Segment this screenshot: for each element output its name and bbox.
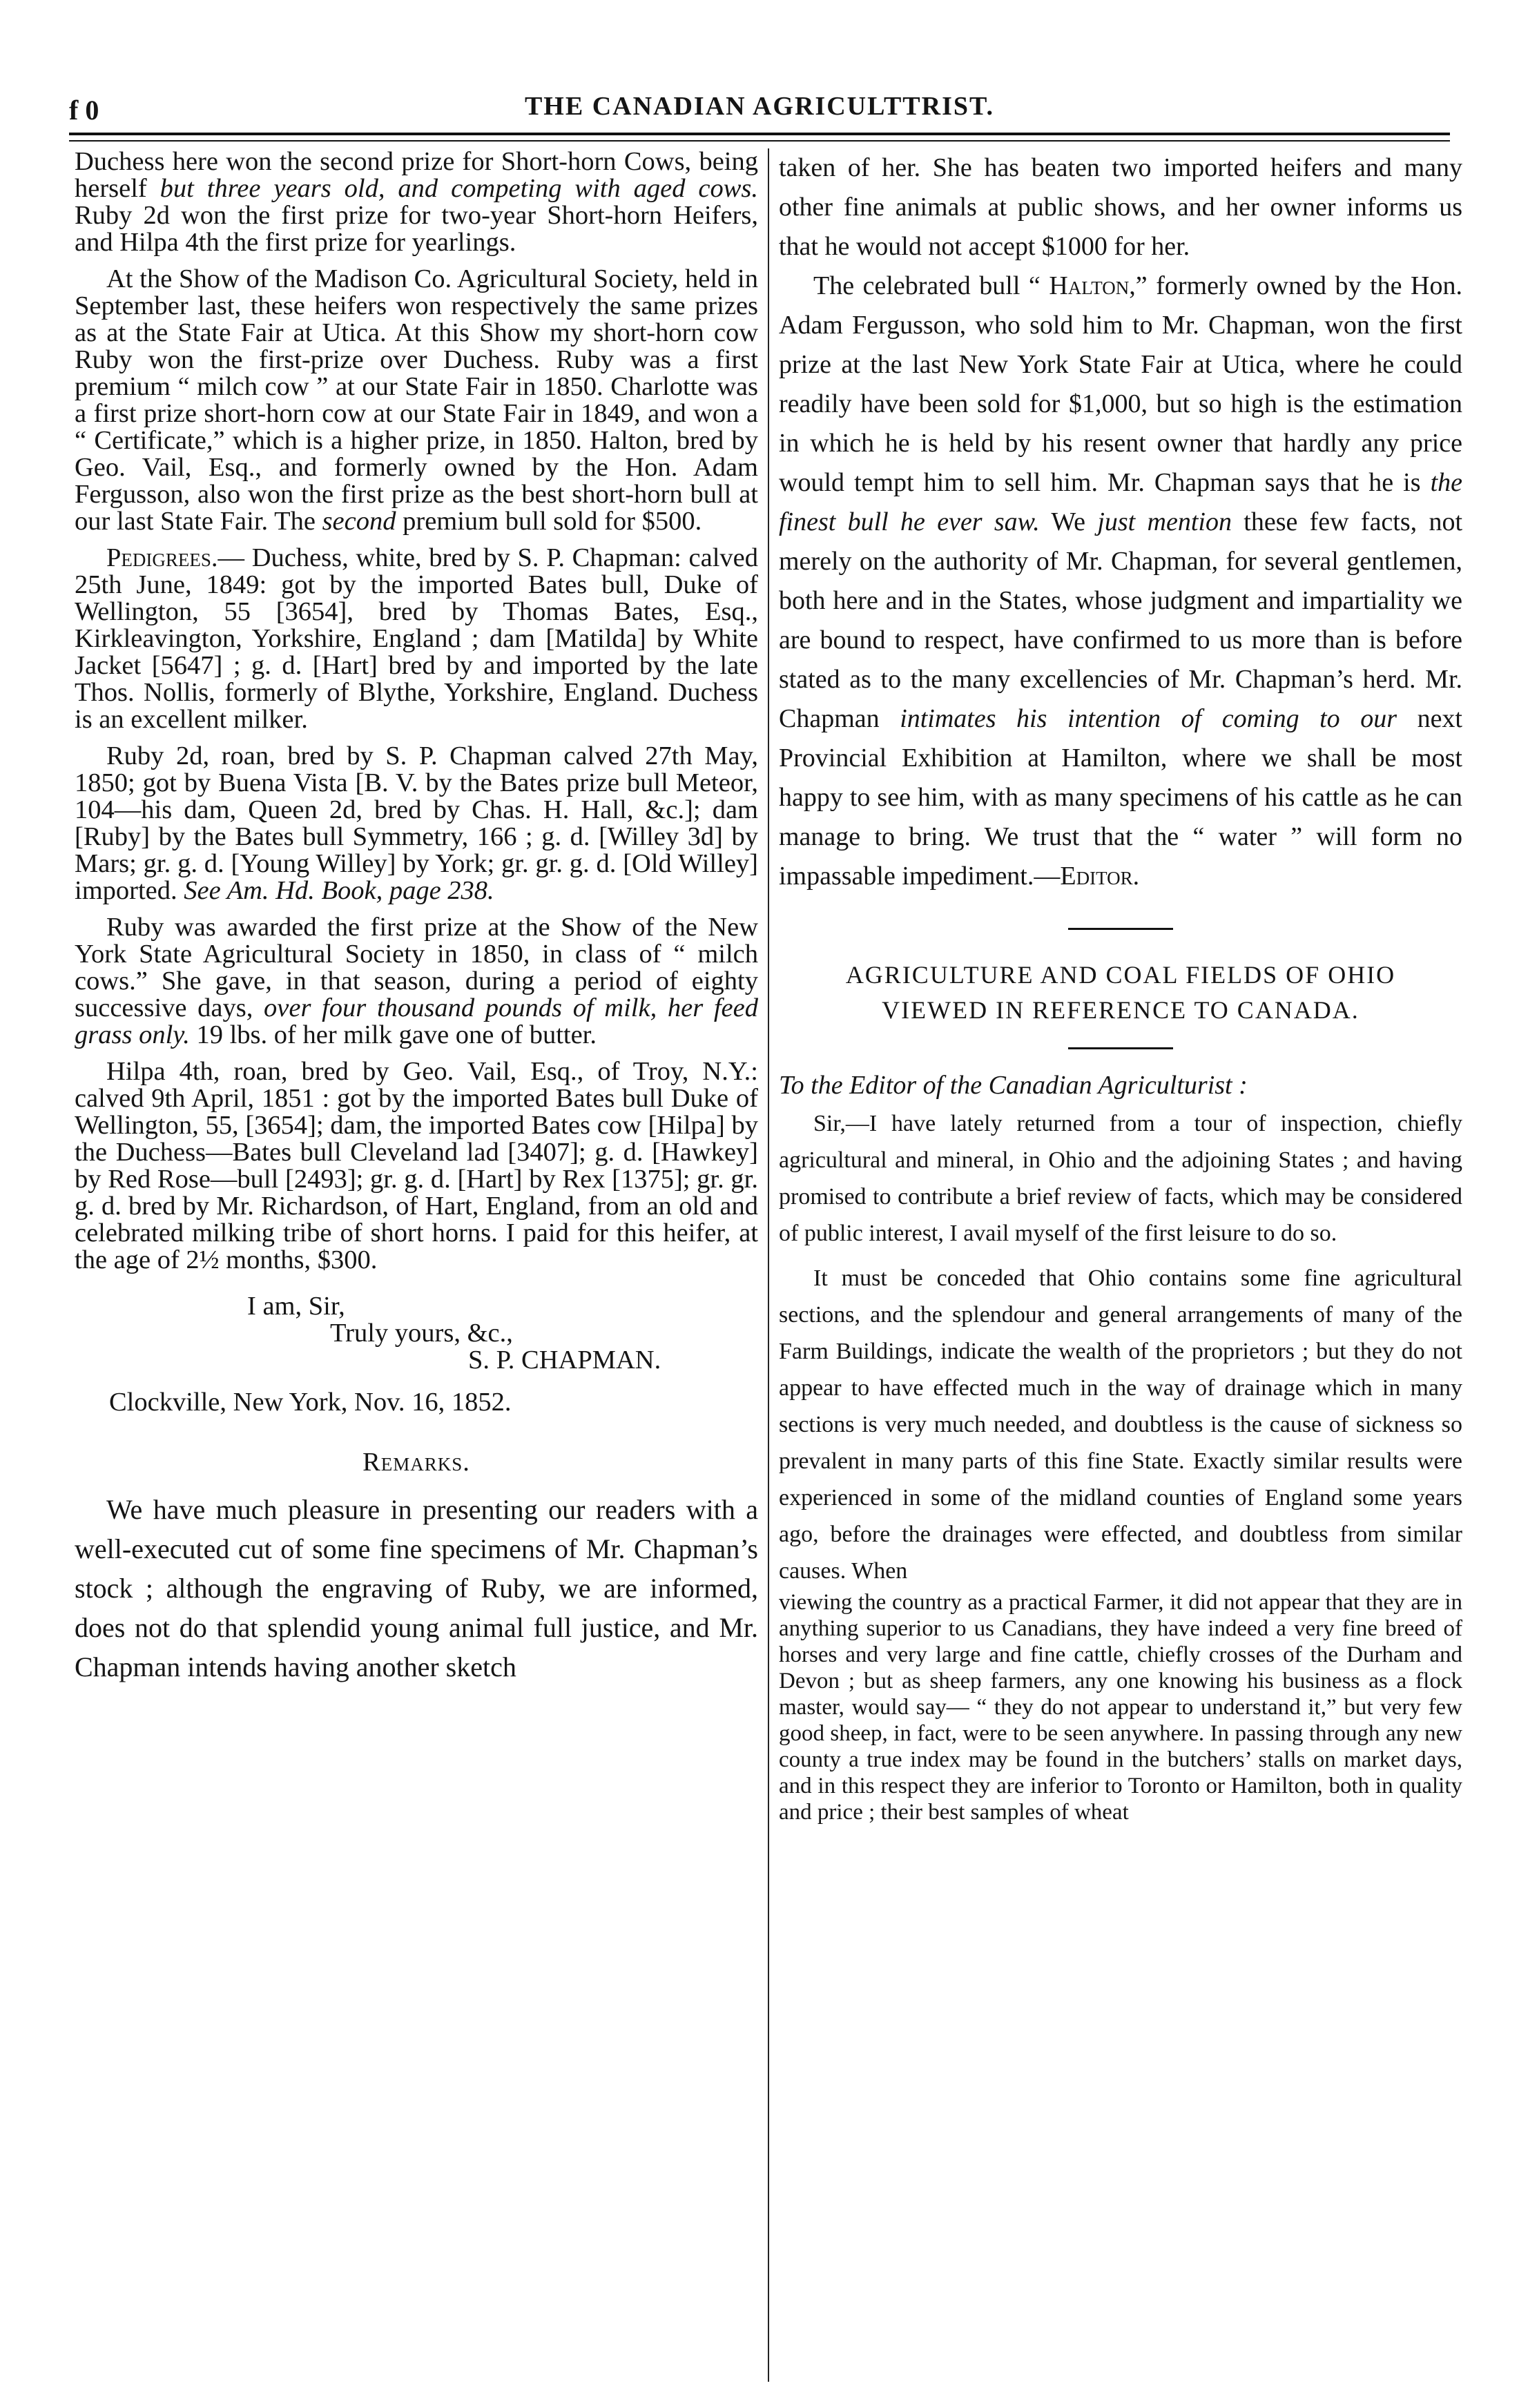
header-rule-thick	[69, 133, 1450, 135]
header-rule-thin	[69, 140, 1450, 142]
right-letter-paragraph-3: viewing the country as a practical Farmer, it did not appear that they are in anything superior to us Canadians, they have indeed a very fine breed of horses and very large and fine cattle, chiefly crosses of the Durham and Devon ; but as sheep farmers, any one knowing his business as a flock master, would say— “ they do not appear to understand it,” but very few good sheep, in fact, were to be seen anywhere. In passing through any new county a true index may be found in the butchers’ stalls on market days, and in this respect they are inferior to Toronto or Hamilton, both in quality and price ; their best samples of wheat	[779, 1590, 1462, 1825]
column-divider	[768, 148, 769, 2382]
text-run: these few facts, not merely on the authority of Mr. Chapman, for several gentlemen, both here and in the States, whose judgment and impartiality we are bound to respect, have confirmed to us more than is before stated as to the many excellencies of Mr. Chapman’s herd. Mr. Chapman	[779, 507, 1462, 733]
running-title: THE CANADIAN AGRICULTTRIST.	[524, 92, 995, 121]
left-paragraph-hilpa	[75, 1058, 758, 1274]
pedigrees-label: Pedigrees.	[106, 543, 218, 572]
text-run: The celebrated bull “	[813, 271, 1049, 300]
italic-run: just mention	[1097, 507, 1232, 536]
dateline: Clockville, New York, Nov. 16, 1852.	[109, 1388, 512, 1417]
italic-run: See Am. Hd. Book, page 238.	[184, 876, 494, 905]
closing-line: Truly yours, &c.,	[330, 1319, 513, 1348]
left-paragraph-2	[75, 266, 758, 535]
right-column	[779, 148, 1462, 1825]
running-head	[69, 88, 1450, 127]
right-letter-paragraph-1: Sir,—I have lately returned from a tour of inspection, chiefly agricultural and mineral, in Ohio and the adjoining States ; and having promised to contribute a brief review of facts, which may be considered of public interest, I avail myself of the first leisure to do so.	[779, 1111, 1462, 1246]
italic-run: second	[322, 507, 396, 536]
right-letter-paragraph-2: It must be conceded that Ohio contains some fine agricultural sections, and the splendour and general arrangements of many of the Farm Buildings, indicate the wealth of the proprietors ; but they do not appear to have effected much in the way of drainage which in many sections is very much needed, and doubtless is the cause of sickness so prevalent in many parts of this fine State. Exactly similar results were experienced in some of the midland counties of England some years ago, before the drainages were effected, and doubtless from similar causes. When	[779, 1265, 1462, 1584]
left-paragraph-1	[75, 148, 758, 256]
letter-body-continued	[779, 1589, 1462, 1825]
text-run: Hilpa 4th, roan, bred by Geo. Vail, Esq., of Troy, N.Y.: calved 9th April, 1851 : got by the imported Bates bull Duke of Wellington, 55, [3654]; dam, the imported Bates cow [Hilpa] by the Duchess—Bates bull Cleveland lad [3407]; g. d. [Hawkey] by Red Rose—bull [2493]; gr. g. d. [Hart] by Rex [1375]; gr. gr. g. d. bred by Mr. Richardson, of Hart, England, from an old and celebrated milking tribe of short horns. I paid for this heifer, at the age of 2½ months, $300.	[75, 1057, 758, 1274]
signature: S. P. CHAPMAN.	[468, 1346, 661, 1375]
italic-run: over four thousand pounds of milk, her feed grass only.	[75, 993, 758, 1049]
left-paragraph-ruby	[75, 743, 758, 904]
text-run: next Provincial Exhibition at Hamilton, where we shall be most happy to see him, with as many specimens of his cattle as he can manage to bring. We trust that the “ water ” will form no impassable impediment.—	[779, 704, 1462, 891]
halton-name: Halton,	[1049, 271, 1136, 300]
text-run: Duchess here won the second prize for Short-horn Cows, being herself	[75, 147, 758, 203]
left-paragraph-pedigrees	[75, 545, 758, 733]
italic-run: the finest bull he ever saw.	[779, 468, 1462, 536]
text-run: Ruby 2d, roan, bred by S. P. Chapman calved 27th May, 1850; got by Buena Vista [B. V. by the Bates prize bull Meteor, 104—his dam, Queen 2d, bred by Chas. H. Hall, &c.]; dam [Ruby] by the Bates bull Symmetry, 166 ; g. d. [Willey 3d] by Mars; gr. g. d. [Young Willey] by York; gr. gr. g. d. [Old Willey] imported.	[75, 741, 758, 905]
article-title	[779, 958, 1462, 1028]
article-title-line: AGRICULTURE AND COAL FIELDS OF OHIO	[845, 961, 1396, 989]
italic-run: but three years old, and competing with aged cows.	[159, 174, 758, 203]
letter-closing	[75, 1293, 758, 1374]
text-run: ” formerly owned by the Hon. Adam Fergusson, who sold him to Mr. Chapman, won the first prize at the last New York State Fair at Utica, where he could readily have been sold for $1,000, but so high is the estimation in which he is held by his resent owner that hardly any price would tempt him to sell him. Mr. Chapman says that he is	[779, 271, 1462, 497]
text-run: We	[1039, 507, 1098, 536]
left-paragraph-ruby-award	[75, 914, 758, 1049]
title-rule	[1068, 1047, 1173, 1049]
section-rule	[1068, 928, 1173, 930]
text-run: taken of her. She has beaten two imported heifers and many other fine animals at public shows, and her owner informs us that he would not accept $1000 for her.	[779, 153, 1462, 261]
text-run: At the Show of the Madison Co. Agricultural Society, held in September last, these heifers won respectively the same prizes as at the State Fair at Utica. At this Show my short-horn cow Ruby won the first-prize over Duchess. Ruby was a first premium “ milch cow ” at our State Fair in 1850. Charlotte was a first prize short-horn cow at our State Fair in 1849, and won a “ Certificate,” which is a higher prize, in 1850. Halton, bred by Geo. Vail, Esq., and formerly owned by the Hon. Adam Fergusson, also won the first prize as the best short-horn bull at our last State Fair. The	[75, 264, 758, 536]
remarks-paragraph: We have much pleasure in presenting our readers with a well-executed cut of some fine specimens of Mr. Chapman’s stock ; although the engraving of Ruby, we are informed, does not do that splendid young animal full justice, and Mr. Chapman intends having another sketch	[75, 1494, 758, 1682]
page-number: f 0	[69, 95, 99, 126]
letter-body	[779, 1105, 1462, 1589]
closing-line: I am, Sir,	[247, 1292, 345, 1321]
editor-signoff: Editor.	[1060, 862, 1140, 891]
text-run: — Duchess, white, bred by S. P. Chapman: calved 25th June, 1849: got by the imported Bates bull, Duke of Wellington, 55 [3654], bred by Thomas Bates, Esq., Kirkleavington, Yorkshire, England ; dam [Matilda] by White Jacket [5647] ; g. d. [Hart] bred by and imported by the late Thos. Nollis, formerly of Blythe, Yorkshire, England. Duchess is an excellent milker.	[75, 543, 758, 734]
text-run: Ruby 2d won the first prize for two-year Short-horn Heifers, and Hilpa 4th the first prize for yearlings.	[75, 201, 758, 257]
right-paragraph-halton	[779, 266, 1462, 896]
right-paragraph-1	[779, 148, 1462, 266]
text-run: 19 lbs. of her milk gave one of butter.	[189, 1020, 597, 1049]
remarks-heading: Remarks.	[362, 1448, 470, 1477]
italic-run: intimates his intention of coming to our	[900, 704, 1397, 733]
text-run: premium bull sold for $500.	[396, 507, 702, 536]
text-run: Ruby was awarded the first prize at the Show of the New York State Agricultural Society in 1850, in class of “ milch cows.” She gave, in that season, during a period of eighty successive days,	[75, 913, 758, 1022]
left-column	[75, 148, 758, 1687]
article-title-line: VIEWED IN REFERENCE TO CANADA.	[882, 996, 1360, 1024]
to-the-editor: To the Editor of the Canadian Agriculturist :	[779, 1071, 1248, 1100]
